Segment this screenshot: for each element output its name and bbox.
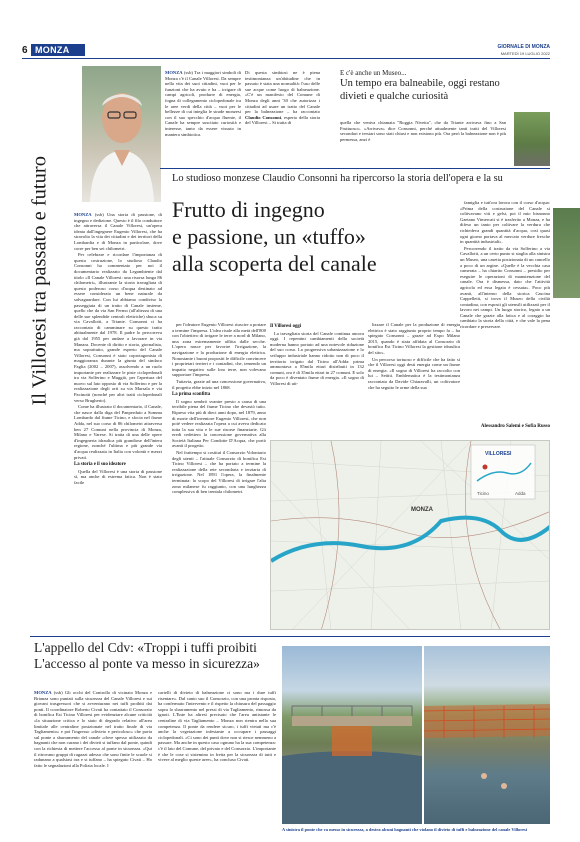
portrait-man-icon — [82, 66, 161, 202]
bottom-rule — [30, 636, 550, 637]
page-header — [22, 44, 550, 58]
map-label-adda: Adda — [515, 491, 526, 496]
map-label-villoresi: VILLORESI — [485, 451, 512, 457]
photo-caption: A sinistra il ponte che va messo in sicurezza, a destra alcuni bagnanti che violano il divieto di tuffi e balneazione del canale Villoresi — [282, 827, 527, 832]
mid-p7: Un percorso tortuoso e difficile che ha fatto sì che il Villoresi oggi desti energia come un fiume di energia. «Il sogno di Villoresi ha raccolto con lui – Settiti. Emblematica è la testimonianza raccontata da Davide Chiaravalli, un coltivatore che ha seguito le orme della sua — [368, 356, 460, 390]
bottom-title — [34, 640, 304, 672]
headline-line-3: alla scoperta del canale — [172, 251, 377, 276]
headline-line-1: Frutto di ingegno — [172, 197, 325, 222]
box-text — [340, 120, 506, 160]
intro-column-2 — [245, 70, 320, 176]
bathers-photo — [424, 646, 550, 824]
vertical-title-text: Il Villoresi tra passato e futuro — [28, 156, 51, 406]
mid-subhead-1: La prima sconfitta — [172, 392, 211, 398]
left-lead: MONZA — [74, 212, 92, 217]
bottom-column-1 — [34, 690, 152, 828]
mid-p2: Tuttavia, grazie ad una concessione governativa, il progetto ebbe inizio nel 1868. — [172, 378, 266, 390]
banner-rule — [160, 168, 550, 169]
bottom-column-2 — [158, 690, 276, 828]
mid-p4: Nel frattempo si costituì il Consorzio Volontario degli utenti – l'attuale Consorzio di bonifica Est Ticino Villoresi – che ha portato a termine la realizzazione della rete secondaria e terziaria di irrigazione. Nel 1891 l'opera, la finalmente terminata: lo scopo del Villoresi di irrigare l'alta zona milanese fu raggiunto, con una lunghezza complessiva di ben trentala chilometri. — [172, 450, 266, 495]
left-p3: Come ha illustrato il documentario, il Canale, che nasce dalla diga del Panperduto a Somma Lombardo dal fiume Ticino, e sfocia nel fiume Adda, nel suo corso di 86 chilometri attraversa ben 27 Comuni nella provincia di Monza, Milano e Varese. Si tratta di una delle opere d'ingegneria idraulica più grandiose dell'intera regione, nonché l'ultima e più grande via d'acqua realizzata in Italia con volontà e mezzi privati. — [74, 404, 162, 460]
right-column — [460, 200, 550, 428]
page-number: 6 — [22, 45, 28, 56]
box-photo — [514, 112, 550, 166]
intro-lead: MONZA — [165, 70, 183, 75]
right-p1: famiglia e tutt'ora lavora con il corso d'acqua: «Prima della costruzione del Canale si coltivavano viti e gelsi, poi il mio bisnonno Gaetano Vimercati si è trasferito a Monza, e ha difeso un tanto per coltivare la verdura che richiedeva grandi quantità d'acqua, così quasi ogni giorno portava al mercato verdure fresche in quantità industriali». — [460, 200, 550, 245]
canal-path — [271, 518, 550, 561]
map-label-ticino: Ticino — [477, 491, 489, 496]
mid-column-2 — [270, 322, 364, 440]
headline — [172, 196, 472, 277]
intro-text2: Di questa simbiosi ne è piena testimonianza un'abitudine che in passato è stata una normalità: l'uso delle sue acque come luogo di balneazione. «C'è un manifesto del Comune di Monza degli anni '30 che autorizza i cittadini ad usare un tratto del Canale per la balneazione – ha raccontato — [245, 70, 320, 115]
article-signature: Alessandro Salemi e Sofia Russo — [480, 424, 550, 429]
bottom-title-line-2: L'accesso al ponte va messo in sicurezza» — [34, 656, 260, 671]
left-p2: Per celebrare e ricordare l'importanza di questa costruzione, lo studioso Claudio Consonni ha commentato per noi il documentario realizzato da Legambiente dal titolo «Il Canale Villoresi: una risorsa lunga 86 chilometri», illustrante la storia travagliata di questo poderoso corso d'acqua destinato ad essere considerato un bene naturale da salvaguardare. Con lui abbiamo condiviso la passeggiata di un tratto di Canale insieme, quello che da via San Fermo (all'altezza di una delle sue splendide centrali elettriche) sbuca su via Cavallotti, a Triante. Consonni ci ha raccontato di camminare su questo tratto abitualmente dal 1978. Il padre lo percorreva già dal 1955 per andare a lavorare in via Manara. Docente di diritto e storia, giornalista, ma soprattutto, grande esperto del Canale Villoresi, Consonni è stato coprotagonista di maggioranza durante la giunta del sindaco Faglia (2002 – 2007), assolvendo a un ruolo importante per realizzare le piste ciclopedonali tra via Solferino e Muggiò, per l'apertura del nuovo sul lato opposto di via Solferino e per la realizzazione degli orti su via Marsala e via Pacinotti (nonché per altri tratti ciclopedonali verso Brugherio). — [74, 252, 162, 403]
left-column — [74, 212, 162, 632]
paper-name: GIORNALE DI MONZA — [497, 44, 550, 50]
canal-map — [270, 440, 550, 630]
mid-p1: per l'ideatore Eugenio Villoresi riuscire a portare a termine l'impresa. L'idea risale alla metà dell'800 con l'obiettivo di irrigare le terre a nord di Milano, una zona estremamente affitta dalle secche. L'opera nasce per favorire l'irrigazione, la navigazione e la produzione di energia elettrica. Nonostante i buoni propositi le difficile convincere i proprietari terrieri e i contadini, che, temendo un impatto negativo sulle loro terre, non volevano supportare l'impresa. — [172, 322, 266, 378]
left-p1: Una storia di passione, di ingegno e dedizione. Questo è il filo conduttore che attraversa il Canale Villoresi, un'opera ideata dall'ingegnere Eugenio Villoresi, che ha stravolto la vita dei cittadini e dei territori della Lombardia e di Monza in particolare, dove corre per ben sei chilometri. — [74, 212, 162, 251]
mid-p6: lizzare il Canale per la produzione di energia elettrica è stato raggiunto proprio tempo fa – ha spiegato Consonni – grazie ad Expo Milano 2015, quando è stata affidata al Consorzio di bonifica Est Ticino Villoresi la gestione idraulica del sito». — [368, 322, 460, 355]
mid-column-3 — [368, 322, 460, 440]
box-text-1: quella che veniva chiamata "Roggia Nivetta", che da Triante arrivava fino a San Fruttuoso». «Arrivava» dice Consonni, perché attualmente tanti tratti del Villoresi secondari e tersiari sono stati chiusi e non esistono più. — [340, 120, 506, 137]
bottom-col2-text: cartelli di divieto di balneazione ci sono ma i dure tuffi risentare». Dal canto suo il Consorzio, con una pronta risposta, ha confermato l'intervento e il rispetto la chiusura del passaggio sopra lo sbarramento nel pressi di via Tagliamento, rimossa da ignoti. L'Ente ha altresì precisato che l'area antistante le centraline di via Tagliamento – Monza non rientra nella sua competenza. Il ponte da rendere sicuro, i tuffi vietati ma c'è anche la vegetazione infestante a occupare i passaggi ciclopedonali. «Ci sono dei punti dove non si riesce nemmeno a passare. Ma anche in questo caso ognuno ha la sua competenza: c'è il lato del Comune, del privato e del Consorzio. L'importante è che le cose si sistemino in fretta per la sicurezza di tutti e vivere al meglio queste aree», ha concluso Civati. — [158, 690, 276, 763]
intro-text3: , esperto della storia del Villoresi – Si tratta di — [245, 114, 320, 126]
intro-text: Tra i maggiori simboli di Monza c'è il Canale Villoresi. Da sempre nella vita dei suoi cittadini, vuoi per le funzioni che ha avuto e ha – irrigare di campi agricoli, produrre di energia, fogna di collegamento ciclopedonale tra le aree verdi della città – vuoi per le bellezze di cui integlia le strade monzesi con il suo specchio d'acqua fluente, il Canale ha sempre suscitato curiosità e interesse, tanto da essere vissuto in maniera simbiotica. — [165, 70, 241, 137]
headline-line-2: e passione, un «tuffo» — [172, 224, 366, 249]
mid-subhead-2: Il Villoresi oggi — [270, 324, 302, 329]
bottom-col1-text: Gli occhi del Controllo di vicinato Monza e Brianza sono puntati sulla sicurezza del Canale Villoresi e sui giovani trasgressori che si avventurano nei tuffi proibiti dai ponti. Il coordinatore Roberto Civati ha contattato il Consorzio di bonifica Est Ticino Villoresi per evidenziare alcune criticità «la situazione critica e lo stato di degrado relativo all'area limitale alle centraline posizionate nel tratto finale di via Tagliamento» e poi l'ingresso «divieto e pericoloso» che porta sul ponte a sbarramento del canale «dove spesso utilizzato da bagnanti che non curano i dei divieti si tuffano dal ponte, quindi con la richiesta di mettere l'accesso al ponte in sicurezza. «Qui il ritrovano gruppi di ragazzi adesso che sono finite le scuole si radunano a qualsiasi ora e si tuffano – ha spiegato Civati – Ho fatto le segnalazioni alla Polizia locale. I — [34, 690, 152, 768]
left-p4: Quella del Villoresi è una storia di passione sì, ma anche di estrema fatica. Non è stato facile — [74, 468, 162, 485]
intro-time: (ssb) — [183, 70, 193, 75]
map-label-monza: MONZA — [411, 507, 433, 513]
canal-map-graphic — [271, 441, 550, 630]
bottom-time: (ssb) — [53, 690, 63, 695]
box-text-2: Ora però la balneazione non è più permessa, anzi è — [340, 131, 506, 142]
issue-date: MARTEDÌ 19 LUGLIO 2022 — [500, 51, 550, 56]
bridge-photo — [282, 646, 422, 824]
left-time: (ssb) — [94, 212, 104, 217]
bottom-title-line-1: L'appello del Cdv: «Troppi i tuffi proibiti — [34, 640, 257, 655]
left-subhead: La storia e il suo ideatore — [74, 462, 126, 468]
right-edge-photo — [553, 208, 580, 298]
banner-text: Lo studioso monzese Claudio Consonni ha ripercorso la storia dell'opera e la su — [172, 173, 503, 184]
intro-column-1 — [165, 70, 241, 176]
box-kicker: E c'è anche un Museo... — [340, 69, 407, 77]
mid-p3: Il sogno sembrò svanire presto a causa di una terribile piena del fiume Ticino che devastò tutto. Ripreso vita più di dieci anni dopo, nel 1879, anno di morte dell'inventore Eugenio Villoresi, che non poté vedere realizzata l'opera a cui aveva dedicato tutta la sua vita e le sue risorse finanziarie. Gli eredi cedettero la concessione governativa alla Società Italiana Per Condotte D'Acqua, che portò avanti il progetto. — [172, 398, 266, 449]
intro-name: Claudio Consonni — [245, 114, 282, 120]
mid-p5: La travagliata storia del Canale continua ancora oggi. I repentini cambiamenti della società moderna hanno portato ad una notevole riduzione del suo corso. La progressiva urbanizzazione e lo sviluppo industriale hanno ridotto non di poco il territorio irrigato dal Ticino all'Adda: prima ammontava a 85mila ettari distribuiti in 132 comuni, ora è di 35mila ettari in 27 comuni. E solo da poco è diventato fiume di energia. «Il sogno di Villoresi di uti- — [270, 330, 364, 386]
header-rule — [22, 58, 550, 59]
right-p2: Percorrendo il tratto da via Solferino a via Cavallotti, a un certo punto si staglia alla sinistra un Museo, una casetta posizionata di un cancello a poco di un argine. «Quelle è la vecchia casa camerata – ha chiarito Consonni – presidio per eseguire le operazioni di manutenzione del canale. Ora è dismessa, dato che l'attività agricola ed essa legata è cessata». Poco più avanti, all'interno della storica Cascina Cappelletti, si trova il Museo della civiltà contadina, con esposti gli utensili utilizzati per il lavoro nei campi. Un luogo storico, legato a un Canale che grazie alla fatica e al coraggio ha cambiato la storia della città, e che vale la pena ricordare e preservare. — [460, 245, 550, 330]
box-title: Un tempo era balneabile, oggi restano divieti e qualche curiosità — [340, 78, 500, 102]
portrait-photo — [82, 66, 161, 202]
section-label: MONZA — [35, 45, 70, 55]
bottom-lead: MONZA — [34, 690, 52, 695]
vertical-title — [18, 66, 56, 420]
mid-column-1 — [172, 322, 266, 630]
